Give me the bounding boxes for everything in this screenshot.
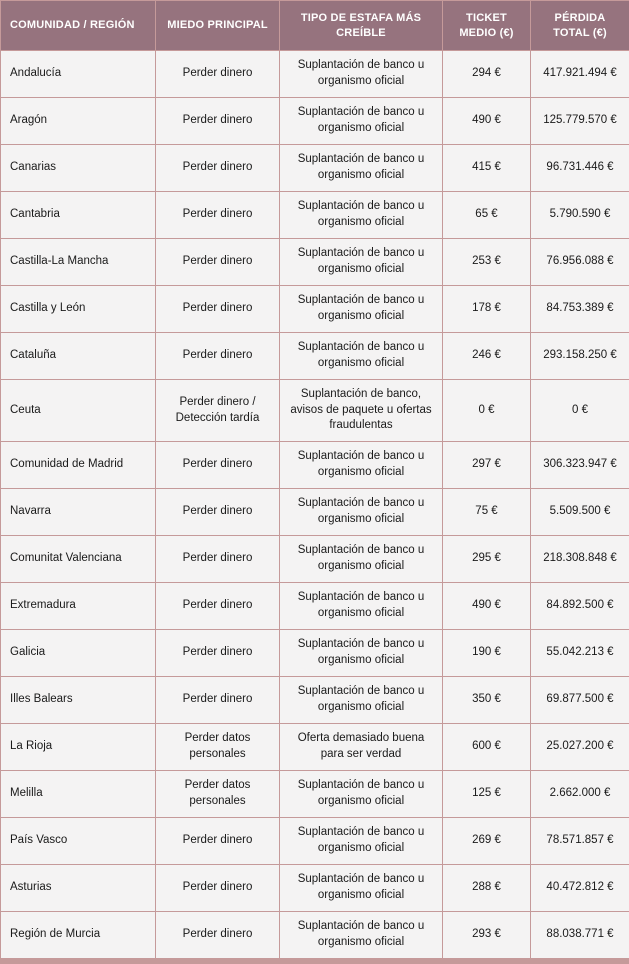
table-row <box>1 489 629 536</box>
cell-average-ticket: 190 € <box>443 630 531 677</box>
header-row <box>1 1 629 51</box>
cell-total-loss: 5.790.590 € <box>531 192 629 239</box>
cell-scam-type: Suplantación de banco u organismo oficial <box>280 145 443 192</box>
cell-average-ticket: 75 € <box>443 489 531 536</box>
cell-scam-type: Suplantación de banco u organismo oficial <box>280 583 443 630</box>
table-row <box>1 865 629 912</box>
cell-main-fear: Perder dinero <box>156 677 280 724</box>
cell-main-fear: Perder dinero <box>156 286 280 333</box>
cell-scam-type: Suplantación de banco u organismo oficial <box>280 286 443 333</box>
cell-average-ticket: 246 € <box>443 333 531 380</box>
cell-total-loss: 96.731.446 € <box>531 145 629 192</box>
cell-average-ticket: 490 € <box>443 98 531 145</box>
column-header-region: COMUNIDAD / REGIÓN <box>1 1 156 51</box>
cell-main-fear: Perder dinero <box>156 192 280 239</box>
cell-scam-type: Suplantación de banco u organismo oficial <box>280 630 443 677</box>
cell-main-fear: Perder dinero <box>156 98 280 145</box>
table-row <box>1 98 629 145</box>
cell-main-fear: Perder dinero <box>156 239 280 286</box>
table-row <box>1 239 629 286</box>
cell-main-fear: Perder dinero <box>156 630 280 677</box>
cell-total-loss: 25.027.200 € <box>531 724 629 771</box>
table-row <box>1 333 629 380</box>
table-row <box>1 912 629 959</box>
cell-average-ticket: 178 € <box>443 286 531 333</box>
cell-total-loss: 306.323.947 € <box>531 442 629 489</box>
table-row <box>1 145 629 192</box>
table-row <box>1 286 629 333</box>
cell-main-fear: Perder dinero <box>156 51 280 98</box>
cell-scam-type: Suplantación de banco u organismo oficial <box>280 51 443 98</box>
cell-average-ticket: 415 € <box>443 145 531 192</box>
cell-region: Galicia <box>1 630 156 677</box>
table-row <box>1 818 629 865</box>
cell-average-ticket: 297 € <box>443 442 531 489</box>
cell-region: Illes Balears <box>1 677 156 724</box>
cell-total-loss: 76.956.088 € <box>531 239 629 286</box>
cell-region: Comunidad de Madrid <box>1 442 156 489</box>
cell-scam-type: Suplantación de banco, avisos de paquete u ofertas fraudulentas <box>280 380 443 442</box>
column-header-total-loss: PÉRDIDA TOTAL (€) <box>531 1 629 51</box>
cell-region: Cataluña <box>1 333 156 380</box>
cell-total-loss: 69.877.500 € <box>531 677 629 724</box>
cell-region: La Rioja <box>1 724 156 771</box>
cell-average-ticket: 295 € <box>443 536 531 583</box>
cell-total-loss: 84.753.389 € <box>531 286 629 333</box>
cell-total-loss: 78.571.857 € <box>531 818 629 865</box>
cell-main-fear: Perder dinero <box>156 912 280 959</box>
table-row <box>1 536 629 583</box>
cell-total-loss: 55.042.213 € <box>531 630 629 677</box>
table-row <box>1 442 629 489</box>
cell-region: Extremadura <box>1 583 156 630</box>
cell-region: Aragón <box>1 98 156 145</box>
cell-total-loss: 40.472.812 € <box>531 865 629 912</box>
table-row <box>1 724 629 771</box>
cell-region: Canarias <box>1 145 156 192</box>
cell-scam-type: Suplantación de banco u organismo oficial <box>280 536 443 583</box>
cell-scam-type: Suplantación de banco u organismo oficial <box>280 489 443 536</box>
cell-main-fear: Perder dinero / Detección tardía <box>156 380 280 442</box>
table-row <box>1 192 629 239</box>
table-header <box>1 1 629 51</box>
column-header-scam-type: TIPO DE ESTAFA MÁS CREÍBLE <box>280 1 443 51</box>
cell-scam-type: Suplantación de banco u organismo oficial <box>280 677 443 724</box>
cell-average-ticket: 350 € <box>443 677 531 724</box>
cell-average-ticket: 253 € <box>443 239 531 286</box>
cell-total-loss: 2.662.000 € <box>531 771 629 818</box>
table-row <box>1 583 629 630</box>
cell-main-fear: Perder dinero <box>156 333 280 380</box>
cell-average-ticket: 600 € <box>443 724 531 771</box>
cell-region: Región de Murcia <box>1 912 156 959</box>
cell-region: Melilla <box>1 771 156 818</box>
column-header-main-fear: MIEDO PRINCIPAL <box>156 1 280 51</box>
cell-average-ticket: 125 € <box>443 771 531 818</box>
cell-total-loss: 5.509.500 € <box>531 489 629 536</box>
cell-total-loss: 0 € <box>531 380 629 442</box>
cell-main-fear: Perder dinero <box>156 442 280 489</box>
column-header-average-ticket: TICKET MEDIO (€) <box>443 1 531 51</box>
cell-total-loss: 417.921.494 € <box>531 51 629 98</box>
cell-region: Castilla-La Mancha <box>1 239 156 286</box>
cell-main-fear: Perder datos personales <box>156 771 280 818</box>
cell-main-fear: Perder dinero <box>156 145 280 192</box>
cell-scam-type: Suplantación de banco u organismo oficial <box>280 818 443 865</box>
cell-region: Andalucía <box>1 51 156 98</box>
cell-total-loss: 125.779.570 € <box>531 98 629 145</box>
table-body <box>1 51 629 959</box>
cell-main-fear: Perder datos personales <box>156 724 280 771</box>
cell-region: Comunitat Valenciana <box>1 536 156 583</box>
table-row <box>1 771 629 818</box>
cell-main-fear: Perder dinero <box>156 583 280 630</box>
cell-region: Asturias <box>1 865 156 912</box>
cell-region: Cantabria <box>1 192 156 239</box>
cell-region: País Vasco <box>1 818 156 865</box>
cell-main-fear: Perder dinero <box>156 536 280 583</box>
table-row <box>1 630 629 677</box>
cell-scam-type: Suplantación de banco u organismo oficial <box>280 239 443 286</box>
cell-scam-type: Suplantación de banco u organismo oficial <box>280 98 443 145</box>
cell-total-loss: 218.308.848 € <box>531 536 629 583</box>
cell-scam-type: Suplantación de banco u organismo oficial <box>280 771 443 818</box>
cell-scam-type: Suplantación de banco u organismo oficial <box>280 865 443 912</box>
cell-main-fear: Perder dinero <box>156 818 280 865</box>
table-row <box>1 51 629 98</box>
cell-region: Navarra <box>1 489 156 536</box>
cell-average-ticket: 269 € <box>443 818 531 865</box>
cell-average-ticket: 288 € <box>443 865 531 912</box>
cell-scam-type: Suplantación de banco u organismo oficial <box>280 442 443 489</box>
cell-region: Castilla y León <box>1 286 156 333</box>
table-row <box>1 380 629 442</box>
table-row <box>1 677 629 724</box>
cell-average-ticket: 490 € <box>443 583 531 630</box>
cell-average-ticket: 293 € <box>443 912 531 959</box>
cell-scam-type: Suplantación de banco u organismo oficial <box>280 192 443 239</box>
cell-average-ticket: 65 € <box>443 192 531 239</box>
cell-scam-type: Oferta demasiado buena para ser verdad <box>280 724 443 771</box>
cell-region: Ceuta <box>1 380 156 442</box>
cell-scam-type: Suplantación de banco u organismo oficial <box>280 912 443 959</box>
cell-main-fear: Perder dinero <box>156 489 280 536</box>
cell-total-loss: 84.892.500 € <box>531 583 629 630</box>
cell-total-loss: 293.158.250 € <box>531 333 629 380</box>
cell-main-fear: Perder dinero <box>156 865 280 912</box>
cell-average-ticket: 294 € <box>443 51 531 98</box>
cell-scam-type: Suplantación de banco u organismo oficial <box>280 333 443 380</box>
cell-average-ticket: 0 € <box>443 380 531 442</box>
cell-total-loss: 88.038.771 € <box>531 912 629 959</box>
